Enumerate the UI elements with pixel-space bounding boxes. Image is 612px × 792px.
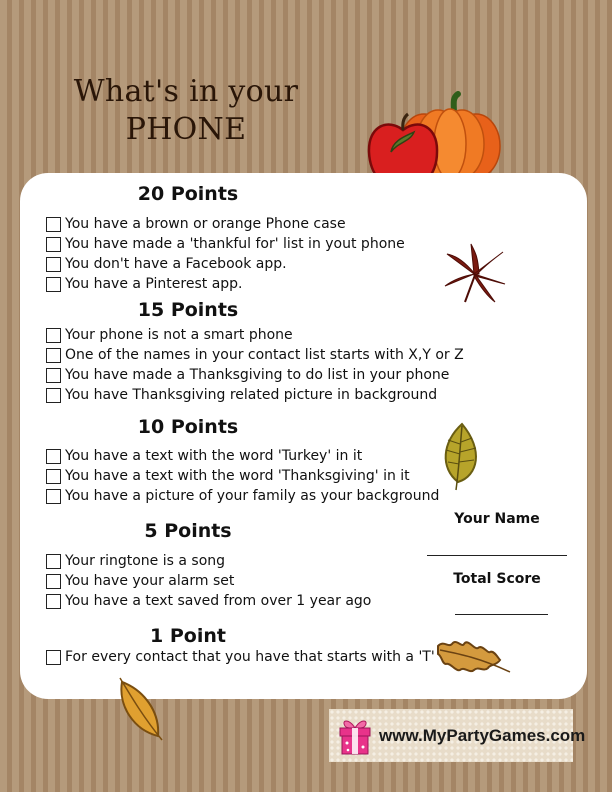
section-heading-10-points: 10 Points: [137, 416, 239, 438]
checkbox[interactable]: [46, 257, 61, 272]
total-score-label: Total Score: [453, 571, 541, 587]
checklist-item[interactable]: You have made a 'thankful for' list in yout phone: [46, 234, 405, 254]
checklist-item[interactable]: You have a text saved from over 1 year ago: [46, 591, 371, 611]
checklist-item[interactable]: You have a brown or orange Phone case: [46, 214, 346, 234]
page-title-line1: What's in your: [73, 74, 299, 109]
checkbox[interactable]: [46, 594, 61, 609]
checkbox[interactable]: [46, 237, 61, 252]
checkbox[interactable]: [46, 469, 61, 484]
section-heading-5-points: 5 Points: [144, 520, 232, 542]
page-title-line2: PHONE: [125, 112, 247, 147]
your-name-label: Your Name: [454, 511, 540, 527]
checklist-item[interactable]: Your phone is not a smart phone: [46, 325, 293, 345]
your-name-line[interactable]: [427, 555, 567, 556]
checklist-item[interactable]: You don't have a Facebook app.: [46, 254, 287, 274]
checkbox[interactable]: [46, 277, 61, 292]
maple-leaf-icon: [441, 240, 507, 306]
checklist-item[interactable]: You have a picture of your family as your background: [46, 486, 439, 506]
checkbox[interactable]: [46, 489, 61, 504]
checkbox[interactable]: [46, 368, 61, 383]
section-heading-20-points: 20 Points: [137, 183, 239, 205]
gift-icon: [337, 716, 373, 756]
checkbox[interactable]: [46, 650, 61, 665]
brand-url[interactable]: www.MyPartyGames.com: [379, 725, 586, 745]
checkbox[interactable]: [46, 388, 61, 403]
checklist-item[interactable]: You have a text with the word 'Turkey' in it: [46, 446, 362, 466]
checkbox[interactable]: [46, 348, 61, 363]
checklist-item[interactable]: You have a Pinterest app.: [46, 274, 243, 294]
checklist-item[interactable]: You have a text with the word 'Thanksgiving' in it: [46, 466, 410, 486]
green-leaf-icon: [436, 420, 488, 492]
autumn-leaf-icon: [114, 676, 166, 742]
checklist-item[interactable]: Your ringtone is a song: [46, 551, 225, 571]
checkbox[interactable]: [46, 554, 61, 569]
checklist-item[interactable]: You have your alarm set: [46, 571, 234, 591]
brand-banner[interactable]: [329, 709, 586, 762]
oak-leaf-icon: [434, 636, 514, 686]
checklist-item[interactable]: One of the names in your contact list starts with X,Y or Z: [46, 345, 464, 365]
checklist-item[interactable]: You have Thanksgiving related picture in background: [46, 385, 437, 405]
total-score-line[interactable]: [455, 614, 548, 615]
checklist-item[interactable]: You have made a Thanksgiving to do list in your phone: [46, 365, 449, 385]
checkbox[interactable]: [46, 217, 61, 232]
checkbox[interactable]: [46, 328, 61, 343]
section-heading-1-point: 1 Point: [150, 625, 226, 647]
checklist-item[interactable]: For every contact that you have that starts with a 'T': [46, 647, 435, 667]
section-heading-15-points: 15 Points: [137, 299, 239, 321]
checkbox[interactable]: [46, 574, 61, 589]
checkbox[interactable]: [46, 449, 61, 464]
